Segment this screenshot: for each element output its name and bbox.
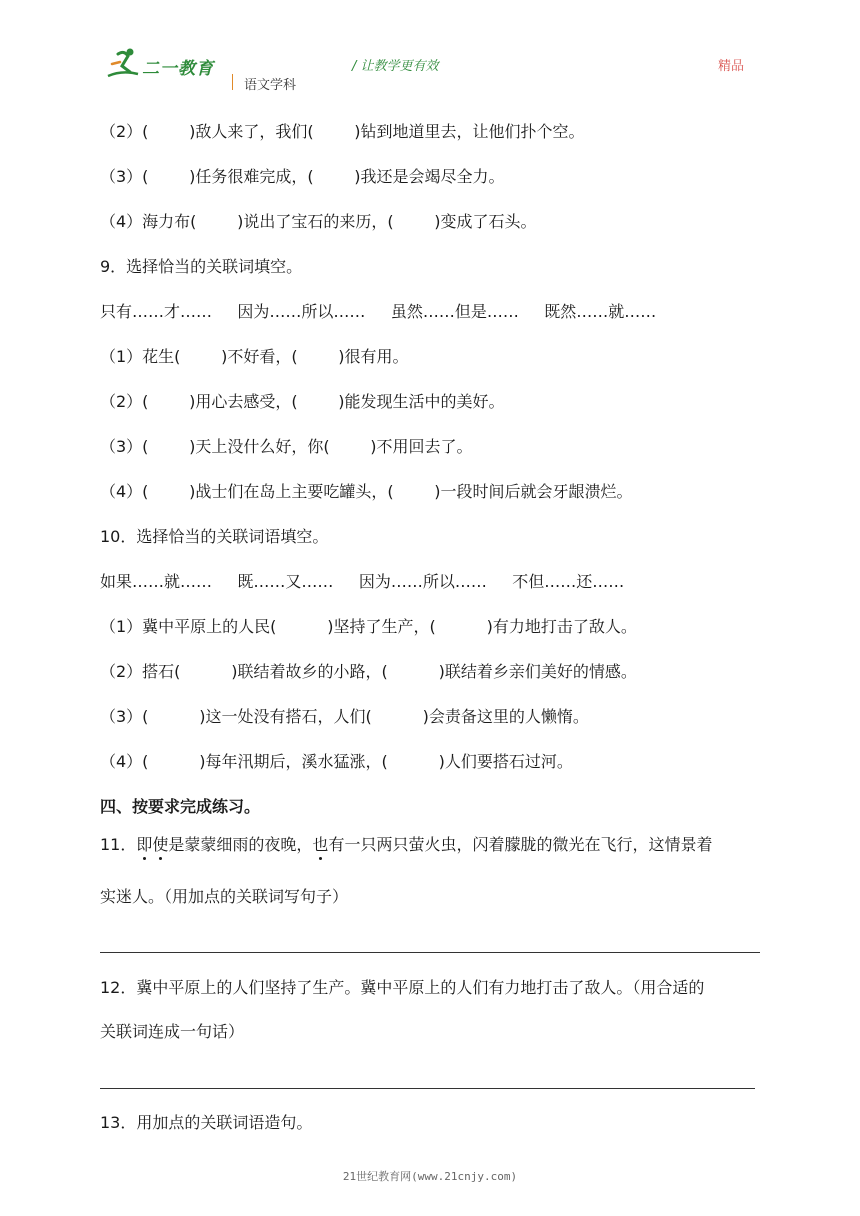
q10-item-2: （2）搭石( )联结着故乡的小路，( )联结着乡亲们美好的情感。 — [100, 662, 637, 681]
q12-line-1: 12．冀中平原上的人们坚持了生产。冀中平原上的人们有力地打击了敌人。（用合适的 — [100, 978, 705, 997]
q11-text: 有一只两只萤火虫，闪着朦胧的微光在飞行，这情景着 — [328, 835, 713, 854]
slogan-text: / 让教学更有效 — [352, 59, 439, 74]
q13-line-1: 13．用加点的关联词语造句。 — [100, 1113, 313, 1132]
footer-text: 21世纪教育网(www.21cnjy.com) — [342, 1170, 518, 1183]
q9-title: 9．选择恰当的关联词填空。 — [100, 257, 303, 276]
q9-options: 只有……才…… 因为……所以…… 虽然……但是…… 既然……就…… — [100, 302, 657, 321]
q9-item-2: （2）( )用心去感受，( )能发现生活中的美好。 — [100, 392, 505, 411]
q10-options: 如果……就…… 既……又…… 因为……所以…… 不但……还…… — [100, 572, 625, 591]
q11-dotted-char: 也 — [312, 835, 329, 854]
q11-line-2: 实迷人。（用加点的关联词写句子） — [100, 887, 349, 906]
q11-text: 是蒙蒙细雨的夜晚， — [168, 835, 313, 854]
q11-line-1 — [100, 834, 712, 856]
q12-answer-line[interactable] — [100, 1088, 755, 1089]
header-divider — [232, 74, 233, 90]
premium-badge: 精品 — [718, 59, 745, 74]
q9-item-3: （3）( )天上没什么好，你( )不用回去了。 — [100, 437, 473, 456]
q11-dotted-char: 即 — [136, 835, 153, 854]
page-header — [0, 0, 860, 100]
q10-title: 10．选择恰当的关联词语填空。 — [100, 527, 329, 546]
logo-text: 二一教育 — [142, 59, 214, 79]
q8-item-2: （2）( )敌人来了，我们( )钻到地道里去，让他们扑个空。 — [100, 122, 585, 141]
q11-answer-line[interactable] — [100, 952, 760, 953]
subject-label: 语文学科 — [244, 78, 297, 93]
q9-item-1: （1）花生( )不好看，( )很有用。 — [100, 347, 409, 366]
q11-dotted-char: 使 — [152, 835, 169, 854]
q9-item-4: （4）( )战士们在岛上主要吃罐头，( )一段时间后就会牙龈溃烂。 — [100, 482, 633, 501]
q10-item-1: （1）冀中平原上的人民( )坚持了生产，( )有力地打击了敌人。 — [100, 617, 637, 636]
q10-item-4: （4）( )每年汛期后，溪水猛涨，( )人们要搭石过河。 — [100, 752, 573, 771]
q11-number: 11． — [100, 835, 137, 854]
q10-item-3: （3）( )这一处没有搭石，人们( )会责备这里的人懒惰。 — [100, 707, 589, 726]
q8-item-3: （3）( )任务很难完成，( )我还是会竭尽全力。 — [100, 167, 505, 186]
section-4-title: 四、按要求完成练习。 — [100, 797, 261, 816]
q12-line-2: 关联词连成一句话） — [100, 1022, 245, 1041]
q8-item-4: （4）海力布( )说出了宝石的来历，( )变成了石头。 — [100, 212, 537, 231]
